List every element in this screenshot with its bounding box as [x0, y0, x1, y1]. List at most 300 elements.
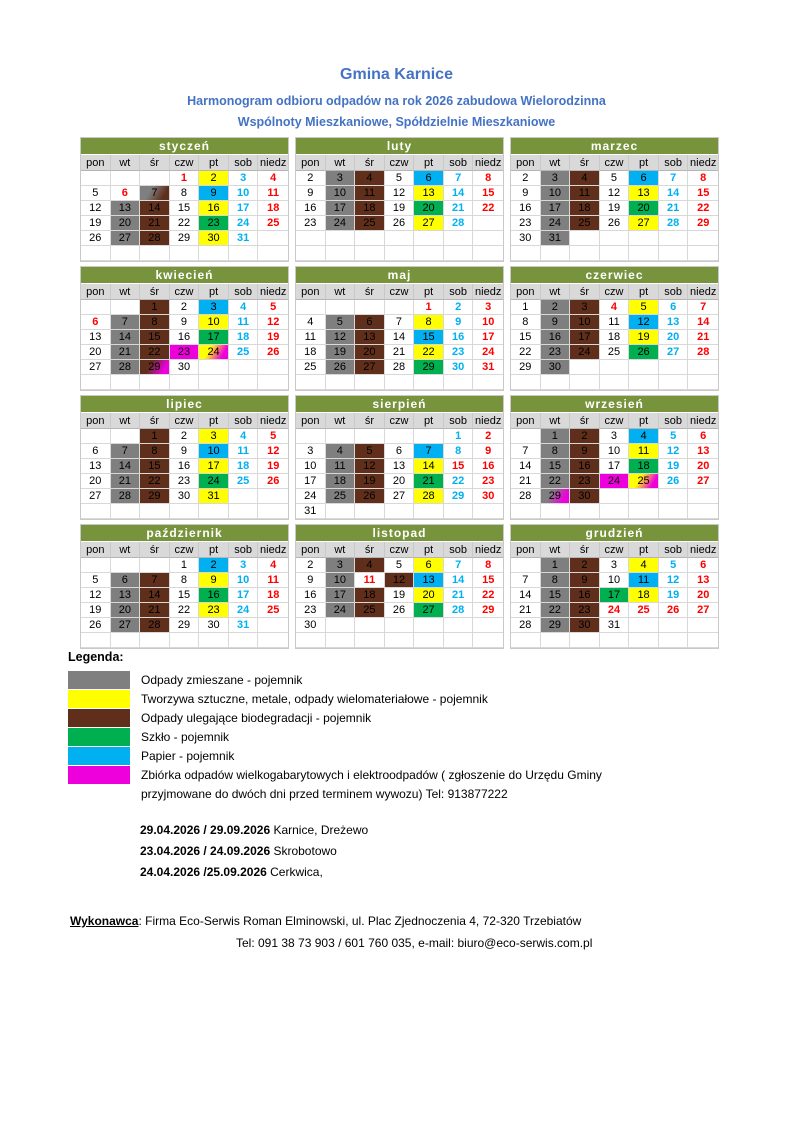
day-cell: 14: [444, 186, 474, 201]
day-cell: 14: [385, 330, 415, 345]
weekday-header: sob: [659, 542, 689, 558]
weekday-header: śr: [570, 284, 600, 300]
week-row: [81, 459, 288, 474]
day-cell: [414, 246, 444, 261]
week-row: [81, 558, 288, 573]
week-row: [296, 300, 503, 315]
day-cell: 2: [570, 558, 600, 573]
weekday-header: sob: [229, 284, 259, 300]
weekday-header: pon: [511, 413, 541, 429]
day-cell: [385, 633, 415, 648]
gray-swatch: [68, 671, 130, 689]
weekday-header: pt: [414, 413, 444, 429]
weekday-header: niedz: [475, 286, 502, 298]
day-cell: 20: [355, 345, 385, 360]
day-cell: 23: [170, 474, 200, 489]
day-cell: [296, 375, 326, 390]
day-cell: 27: [111, 618, 141, 633]
day-cell: 23: [296, 603, 326, 618]
day-cell: 20: [385, 474, 415, 489]
month-name-pazdziernik: październik: [81, 525, 288, 542]
day-cell: 15: [170, 201, 200, 216]
week-row: [81, 618, 288, 633]
week-row: [81, 504, 288, 519]
day-cell: 2: [296, 171, 326, 186]
day-cell: 30: [511, 231, 541, 246]
weekday-header: wt: [326, 542, 356, 558]
weekday-header-row: [81, 155, 288, 171]
day-cell: 28: [444, 603, 474, 618]
day-cell: 31: [600, 618, 630, 633]
day-cell: 6: [81, 444, 111, 459]
weekday-header: śr: [140, 155, 170, 171]
day-cell: [229, 633, 259, 648]
day-cell: 4: [629, 429, 659, 444]
day-cell: 4: [326, 444, 356, 459]
day-cell: [414, 633, 444, 648]
day-cell: 7: [659, 171, 689, 186]
day-cell: 26: [385, 216, 415, 231]
day-cell: 22: [140, 474, 170, 489]
day-cell: 7: [511, 444, 541, 459]
subtitle-line1: Harmonogram odbioru odpadów na rok 2026 zabudowa Wielorodzinna: [187, 94, 606, 108]
legend-label: Zbiórka odpadów wielkogabarytowych i elektroodpadów ( zgłoszenie do Urzędu Gminy: [141, 767, 602, 782]
day-cell: 13: [111, 201, 141, 216]
weekday-header: pon: [296, 413, 326, 429]
day-cell: 30: [170, 489, 200, 504]
day-cell: [296, 300, 326, 315]
day-cell: 29: [170, 231, 200, 246]
day-cell: 10: [600, 444, 630, 459]
day-cell: 31: [229, 618, 259, 633]
day-cell: 25: [229, 345, 259, 360]
day-cell: 24: [326, 216, 356, 231]
day-cell: 19: [355, 474, 385, 489]
day-cell: 23: [473, 474, 503, 489]
day-cell: 17: [600, 459, 630, 474]
day-cell: 17: [229, 201, 259, 216]
day-cell: 7: [688, 300, 718, 315]
day-cell: 12: [600, 186, 630, 201]
day-cell: 18: [629, 459, 659, 474]
contractor-contact: Tel: 091 38 73 903 / 601 760 035, e-mail: biuro@eco-serwis.com.pl: [236, 936, 593, 950]
day-cell: [629, 375, 659, 390]
day-cell: 23: [296, 216, 326, 231]
day-cell: 9: [570, 573, 600, 588]
legend-row: [68, 670, 728, 689]
day-cell: 7: [414, 444, 444, 459]
day-cell: 17: [600, 588, 630, 603]
week-row: [296, 558, 503, 573]
month-name-luty: luty: [296, 138, 503, 155]
weekday-header: niedz: [260, 157, 287, 169]
day-cell: 15: [473, 186, 503, 201]
green-swatch: [68, 728, 130, 746]
day-cell: [296, 633, 326, 648]
day-cell: 4: [229, 300, 259, 315]
weekday-header: czw: [170, 413, 200, 429]
week-row: [296, 603, 503, 618]
week-row: [81, 633, 288, 648]
day-cell: 10: [199, 315, 229, 330]
day-cell: [541, 246, 571, 261]
day-cell: [140, 375, 170, 390]
day-cell: 19: [385, 201, 415, 216]
day-cell: 27: [355, 360, 385, 375]
weekday-header: wt: [541, 155, 571, 171]
day-cell: [473, 618, 503, 633]
day-cell: 2: [199, 171, 229, 186]
day-cell: [355, 633, 385, 648]
weekday-header: śr: [570, 413, 600, 429]
day-cell: 1: [140, 429, 170, 444]
day-cell: 11: [629, 444, 659, 459]
weekday-header: sob: [659, 284, 689, 300]
day-cell: 4: [600, 300, 630, 315]
day-cell: [659, 375, 689, 390]
date-range: 29.04.2026 / 29.09.2026: [140, 823, 271, 837]
day-cell: [81, 504, 111, 519]
week-row: [511, 633, 718, 648]
day-cell: [258, 231, 288, 246]
day-cell: 7: [385, 315, 415, 330]
weekday-header: pt: [199, 155, 229, 171]
day-cell: [659, 633, 689, 648]
weekday-header: pon: [511, 542, 541, 558]
day-cell: 21: [140, 603, 170, 618]
day-cell: 27: [659, 345, 689, 360]
day-cell: [355, 300, 385, 315]
weekday-header: sob: [659, 413, 689, 429]
week-row: [511, 186, 718, 201]
day-cell: [511, 429, 541, 444]
day-cell: [229, 489, 259, 504]
day-cell: [140, 633, 170, 648]
day-cell: 21: [511, 474, 541, 489]
day-cell: 21: [385, 345, 415, 360]
subtitle-line2: Wspólnoty Mieszkaniowe, Spółdzielnie Mieszkaniowe: [237, 115, 556, 129]
bulky-waste-date-line: [140, 862, 368, 883]
day-cell: 24: [541, 216, 571, 231]
weekday-header-row: [81, 284, 288, 300]
day-cell: 6: [629, 171, 659, 186]
day-cell: 1: [170, 558, 200, 573]
day-cell: 31: [296, 504, 326, 519]
day-cell: [570, 246, 600, 261]
day-cell: 20: [688, 588, 718, 603]
day-cell: 16: [199, 588, 229, 603]
day-cell: [81, 246, 111, 261]
weekday-header-row: [81, 542, 288, 558]
month-name-maj: maj: [296, 267, 503, 284]
day-cell: 22: [170, 216, 200, 231]
day-cell: 17: [296, 474, 326, 489]
weekday-header: pon: [511, 155, 541, 171]
day-cell: 29: [140, 360, 170, 375]
month-name-sierpien: sierpień: [296, 396, 503, 413]
day-cell: 11: [258, 573, 288, 588]
day-cell: 30: [473, 489, 503, 504]
day-cell: [511, 633, 541, 648]
day-cell: 30: [199, 231, 229, 246]
day-cell: 30: [199, 618, 229, 633]
week-row: [511, 360, 718, 375]
day-cell: 7: [140, 186, 170, 201]
day-cell: 22: [414, 345, 444, 360]
day-cell: [81, 375, 111, 390]
day-cell: [355, 375, 385, 390]
day-cell: 10: [229, 573, 259, 588]
weekday-header: sob: [444, 413, 474, 429]
day-cell: [199, 246, 229, 261]
day-cell: [414, 375, 444, 390]
week-row: [81, 201, 288, 216]
day-cell: [326, 429, 356, 444]
day-cell: 10: [326, 573, 356, 588]
day-cell: 23: [199, 603, 229, 618]
day-cell: [81, 300, 111, 315]
week-row: [296, 201, 503, 216]
day-cell: 10: [541, 186, 571, 201]
day-cell: [355, 618, 385, 633]
day-cell: 12: [355, 459, 385, 474]
day-cell: [629, 618, 659, 633]
day-cell: 24: [570, 345, 600, 360]
day-cell: [414, 618, 444, 633]
day-cell: 22: [140, 345, 170, 360]
day-cell: 25: [258, 603, 288, 618]
day-cell: 28: [414, 489, 444, 504]
day-cell: 11: [600, 315, 630, 330]
week-row: [81, 360, 288, 375]
day-cell: 16: [170, 330, 200, 345]
weekday-header: niedz: [690, 157, 717, 169]
day-cell: 19: [659, 459, 689, 474]
week-row: [296, 588, 503, 603]
day-cell: 28: [140, 231, 170, 246]
day-cell: 9: [570, 444, 600, 459]
day-cell: [444, 633, 474, 648]
month-lipiec: [80, 395, 289, 520]
weekday-header: wt: [111, 542, 141, 558]
day-cell: 30: [541, 360, 571, 375]
day-cell: 23: [570, 603, 600, 618]
day-cell: [473, 633, 503, 648]
day-cell: [385, 300, 415, 315]
day-cell: [688, 375, 718, 390]
day-cell: [473, 504, 503, 519]
day-cell: 26: [659, 603, 689, 618]
day-cell: [111, 429, 141, 444]
day-cell: 25: [355, 216, 385, 231]
day-cell: [385, 429, 415, 444]
weekday-header: czw: [385, 155, 415, 171]
day-cell: 8: [140, 315, 170, 330]
day-cell: 24: [600, 603, 630, 618]
cyan-swatch: [68, 747, 130, 765]
day-cell: 25: [355, 603, 385, 618]
day-cell: 19: [385, 588, 415, 603]
day-cell: 9: [541, 315, 571, 330]
day-cell: 21: [444, 588, 474, 603]
day-cell: [385, 375, 415, 390]
week-row: [296, 216, 503, 231]
day-cell: [659, 618, 689, 633]
week-row: [81, 246, 288, 261]
day-cell: 13: [414, 573, 444, 588]
day-cell: 9: [170, 315, 200, 330]
day-cell: 2: [473, 429, 503, 444]
weekday-header: pon: [81, 155, 111, 171]
day-cell: 11: [629, 573, 659, 588]
day-cell: 15: [473, 573, 503, 588]
day-cell: 24: [229, 603, 259, 618]
week-row: [511, 429, 718, 444]
day-cell: 17: [326, 588, 356, 603]
week-row: [511, 504, 718, 519]
day-cell: 16: [570, 588, 600, 603]
day-cell: 12: [258, 444, 288, 459]
weekday-header: pt: [199, 413, 229, 429]
day-cell: [688, 231, 718, 246]
day-cell: [629, 360, 659, 375]
day-cell: 21: [511, 603, 541, 618]
day-cell: 11: [326, 459, 356, 474]
day-cell: 14: [140, 201, 170, 216]
weekday-header-row: [81, 413, 288, 429]
day-cell: 3: [199, 300, 229, 315]
week-row: [81, 474, 288, 489]
day-cell: 4: [229, 429, 259, 444]
day-cell: 19: [600, 201, 630, 216]
day-cell: 11: [570, 186, 600, 201]
day-cell: 6: [414, 171, 444, 186]
day-cell: 25: [326, 489, 356, 504]
day-cell: 3: [229, 558, 259, 573]
day-cell: 8: [170, 186, 200, 201]
legend-items: [68, 670, 728, 803]
day-cell: 21: [688, 330, 718, 345]
day-cell: [111, 300, 141, 315]
day-cell: [570, 504, 600, 519]
week-row: [81, 489, 288, 504]
day-cell: [444, 375, 474, 390]
day-cell: [444, 246, 474, 261]
day-cell: 3: [541, 171, 571, 186]
brown-swatch: [68, 709, 130, 727]
day-cell: [570, 360, 600, 375]
day-cell: 23: [199, 216, 229, 231]
week-row: [511, 201, 718, 216]
month-name-kwiecien: kwiecień: [81, 267, 288, 284]
weekday-header: śr: [355, 542, 385, 558]
day-cell: 22: [473, 588, 503, 603]
week-row: [511, 603, 718, 618]
day-cell: 29: [541, 618, 571, 633]
day-cell: [473, 246, 503, 261]
day-cell: 5: [629, 300, 659, 315]
day-cell: [570, 633, 600, 648]
weekday-header-row: [296, 155, 503, 171]
day-cell: [326, 246, 356, 261]
week-row: [511, 474, 718, 489]
day-cell: [170, 246, 200, 261]
day-cell: 26: [355, 489, 385, 504]
day-cell: 1: [541, 429, 571, 444]
day-cell: 8: [541, 573, 571, 588]
day-cell: [444, 504, 474, 519]
day-cell: 18: [355, 588, 385, 603]
weekday-header: wt: [541, 284, 571, 300]
day-cell: [326, 231, 356, 246]
day-cell: 4: [629, 558, 659, 573]
day-cell: [199, 504, 229, 519]
day-cell: 10: [326, 186, 356, 201]
day-cell: [258, 246, 288, 261]
day-cell: 25: [629, 603, 659, 618]
weekday-header: pon: [81, 284, 111, 300]
month-listopad: [295, 524, 504, 649]
day-cell: [414, 429, 444, 444]
weekday-header: czw: [600, 542, 630, 558]
month-name-wrzesien: wrzesień: [511, 396, 718, 413]
day-cell: 15: [541, 588, 571, 603]
day-cell: [600, 246, 630, 261]
day-cell: 3: [229, 171, 259, 186]
day-cell: 18: [600, 330, 630, 345]
weekday-header: pt: [199, 542, 229, 558]
weekday-header: pon: [81, 542, 111, 558]
day-cell: 6: [111, 186, 141, 201]
day-cell: 15: [140, 330, 170, 345]
month-maj: [295, 266, 504, 391]
day-cell: 16: [296, 588, 326, 603]
day-cell: 6: [414, 558, 444, 573]
day-cell: [511, 504, 541, 519]
day-cell: 17: [570, 330, 600, 345]
day-cell: 29: [170, 618, 200, 633]
bulky-waste-date-line: [140, 820, 368, 841]
day-cell: 12: [81, 588, 111, 603]
weekday-header: sob: [444, 155, 474, 171]
day-cell: 12: [81, 201, 111, 216]
legend-label: Odpady zmieszane - pojemnik: [141, 672, 303, 687]
week-row: [296, 504, 503, 519]
day-cell: 22: [170, 603, 200, 618]
day-cell: 17: [199, 330, 229, 345]
day-cell: 12: [385, 186, 415, 201]
day-cell: [258, 504, 288, 519]
week-row: [511, 171, 718, 186]
legend-label: Tworzywa sztuczne, metale, odpady wielomateriałowe - pojemnik: [141, 691, 488, 706]
day-cell: 22: [444, 474, 474, 489]
day-cell: [355, 246, 385, 261]
day-cell: 16: [296, 201, 326, 216]
day-cell: [81, 558, 111, 573]
day-cell: 8: [414, 315, 444, 330]
day-cell: 16: [199, 201, 229, 216]
day-cell: 5: [81, 573, 111, 588]
day-cell: 19: [659, 588, 689, 603]
day-cell: 20: [81, 474, 111, 489]
day-cell: 27: [414, 603, 444, 618]
weekday-header: wt: [326, 284, 356, 300]
day-cell: 12: [326, 330, 356, 345]
legend-label-continued: przyjmowane do dwóch dni przed terminem wywozu) Tel: 913877222: [141, 786, 508, 801]
page-title: Gmina Karnice: [340, 66, 453, 83]
week-row: [296, 171, 503, 186]
day-cell: 23: [170, 345, 200, 360]
